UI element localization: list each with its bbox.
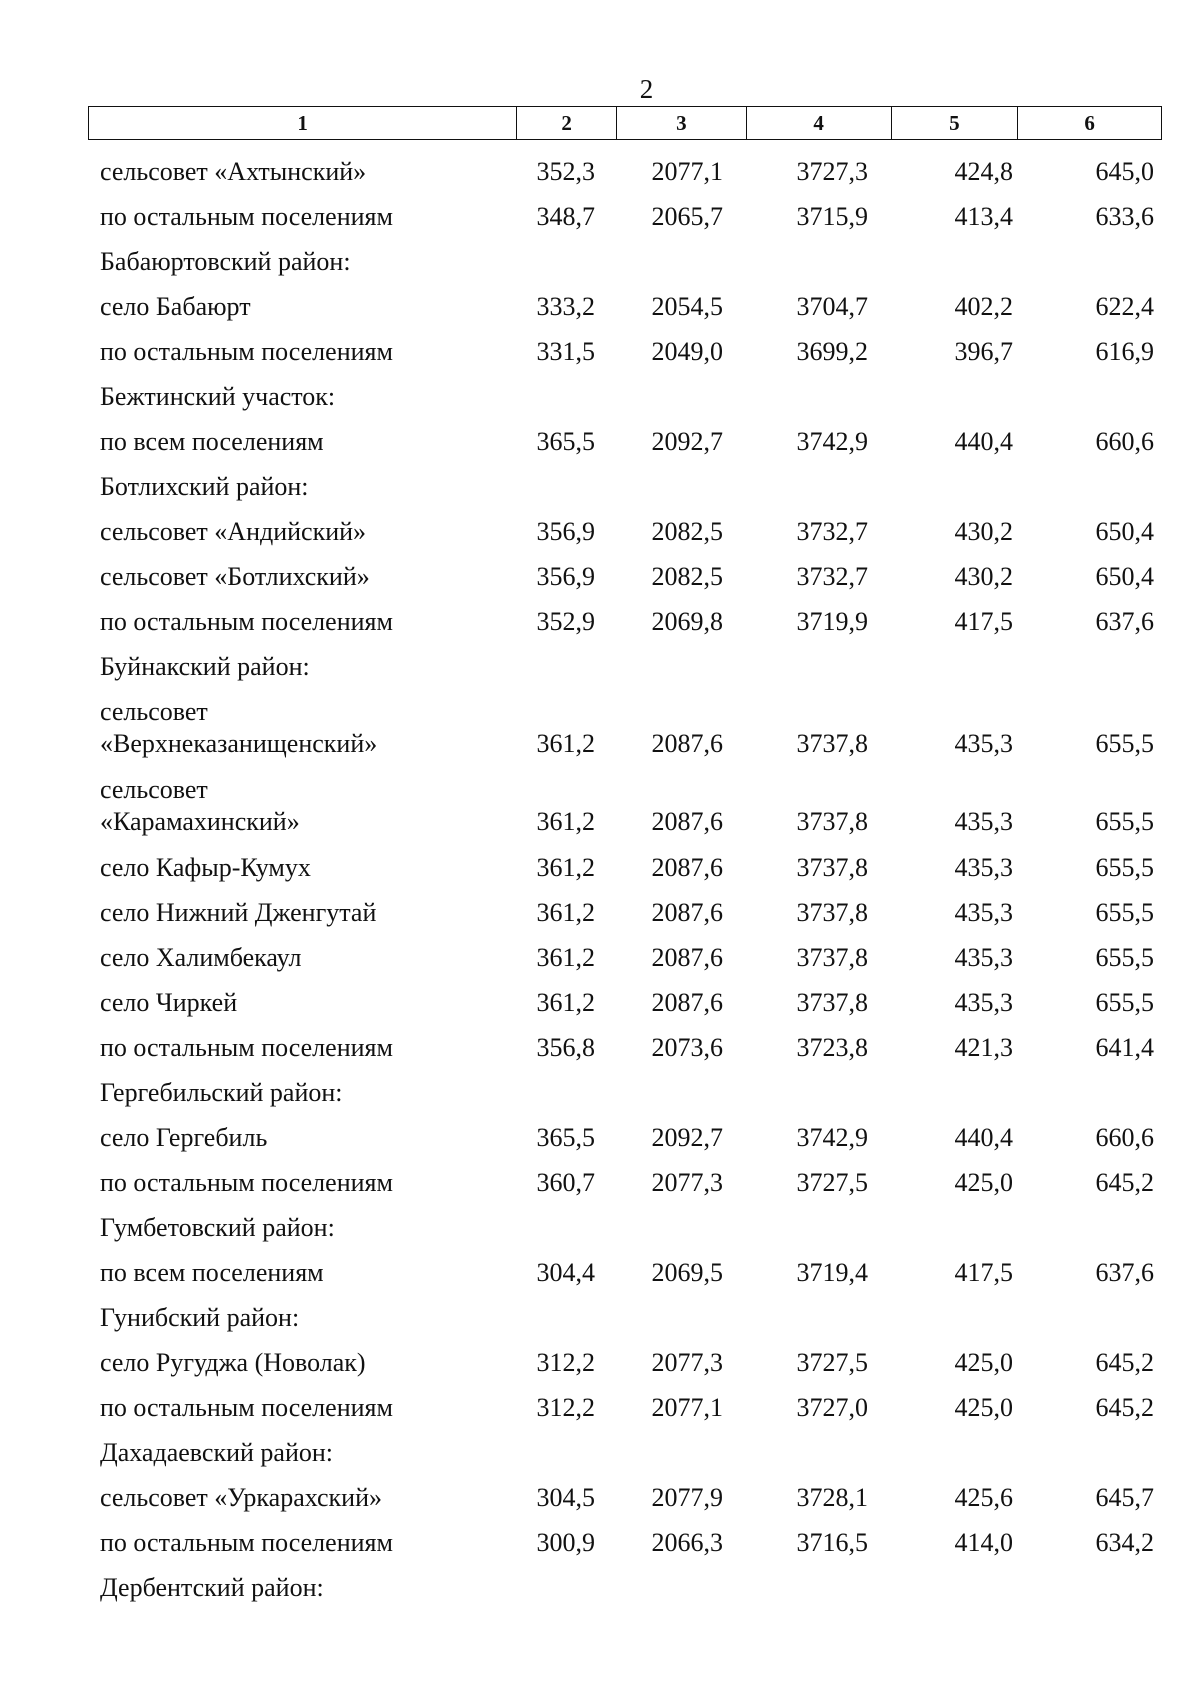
cell-col-6: 622,4 xyxy=(1095,292,1154,321)
district-heading: Гумбетовский район: xyxy=(100,1213,335,1242)
section-heading-row xyxy=(0,1437,1200,1482)
cell-col-5: 435,3 xyxy=(954,853,1013,882)
cell-col-3: 2082,5 xyxy=(651,517,723,546)
row-label: село Халимбекаул xyxy=(100,943,302,972)
district-heading: Бабаюртовский район: xyxy=(100,247,351,276)
district-heading: Бежтинский участок: xyxy=(100,382,336,411)
cell-col-3: 2066,3 xyxy=(651,1528,723,1557)
row-label: по всем поселениям xyxy=(100,427,324,456)
cell-col-6: 655,5 xyxy=(1095,729,1154,758)
cell-col-4: 3737,8 xyxy=(796,853,868,882)
cell-col-4: 3699,2 xyxy=(796,337,868,366)
row-label: по остальным поселениям xyxy=(100,1168,393,1197)
cell-col-3: 2087,6 xyxy=(651,853,723,882)
table-row xyxy=(0,156,1200,201)
cell-col-2: 361,2 xyxy=(536,898,595,927)
row-label: по остальным поселениям xyxy=(100,1033,393,1062)
row-label: по всем поселениям xyxy=(100,1258,324,1287)
table-row xyxy=(0,897,1200,942)
row-label: сельсовет «Андийский» xyxy=(100,517,367,546)
row-label: по остальным поселениям xyxy=(100,337,393,366)
district-heading: Буйнакский район: xyxy=(100,652,310,681)
section-heading-row xyxy=(0,471,1200,516)
row-label: по остальным поселениям xyxy=(100,202,393,231)
table-row xyxy=(0,201,1200,246)
cell-col-4: 3719,4 xyxy=(796,1258,868,1287)
cell-col-5: 413,4 xyxy=(954,202,1013,231)
cell-col-2: 356,9 xyxy=(536,517,595,546)
section-heading-row xyxy=(0,246,1200,291)
cell-col-2: 365,5 xyxy=(536,427,595,456)
cell-col-6: 655,5 xyxy=(1095,943,1154,972)
cell-col-6: 645,2 xyxy=(1095,1348,1154,1377)
cell-col-6: 660,6 xyxy=(1095,1123,1154,1152)
district-heading: Гунибский район: xyxy=(100,1303,300,1332)
row-label: по остальным поселениям xyxy=(100,607,393,636)
cell-col-6: 660,6 xyxy=(1095,427,1154,456)
section-heading-row xyxy=(0,1572,1200,1617)
row-label: село Кафыр-Кумух xyxy=(100,853,311,882)
cell-col-4: 3715,9 xyxy=(796,202,868,231)
cell-col-5: 440,4 xyxy=(954,427,1013,456)
section-heading-row xyxy=(0,1212,1200,1257)
section-heading-row xyxy=(0,1302,1200,1347)
cell-col-2: 361,2 xyxy=(536,729,595,758)
table-row xyxy=(0,516,1200,561)
table-header xyxy=(88,106,1162,140)
table-row xyxy=(0,1167,1200,1212)
cell-col-4: 3727,5 xyxy=(796,1168,868,1197)
cell-col-5: 421,3 xyxy=(954,1033,1013,1062)
table-row xyxy=(0,291,1200,336)
cell-col-6: 634,2 xyxy=(1095,1528,1154,1557)
column-header-5: 5 xyxy=(892,107,1019,139)
section-heading-row xyxy=(0,381,1200,426)
page-number: 2 xyxy=(639,74,654,104)
district-heading: Гергебильский район: xyxy=(100,1078,343,1107)
cell-col-2: 300,9 xyxy=(536,1528,595,1557)
cell-col-2: 333,2 xyxy=(536,292,595,321)
cell-col-5: 425,0 xyxy=(954,1168,1013,1197)
table-row xyxy=(0,1392,1200,1437)
cell-col-5: 402,2 xyxy=(954,292,1013,321)
cell-col-4: 3719,9 xyxy=(796,607,868,636)
cell-col-2: 304,4 xyxy=(536,1258,595,1287)
cell-col-5: 425,0 xyxy=(954,1393,1013,1422)
table-row xyxy=(0,987,1200,1032)
cell-col-4: 3727,3 xyxy=(796,157,868,186)
cell-col-2: 361,2 xyxy=(536,853,595,882)
cell-col-4: 3742,9 xyxy=(796,427,868,456)
cell-col-6: 637,6 xyxy=(1095,1258,1154,1287)
cell-col-6: 655,5 xyxy=(1095,807,1154,836)
cell-col-5: 414,0 xyxy=(954,1528,1013,1557)
cell-col-4: 3723,8 xyxy=(796,1033,868,1062)
cell-col-4: 3737,8 xyxy=(796,729,868,758)
cell-col-5: 417,5 xyxy=(954,607,1013,636)
cell-col-3: 2077,3 xyxy=(651,1168,723,1197)
cell-col-2: 352,9 xyxy=(536,607,595,636)
district-heading: Ботлихский район: xyxy=(100,472,309,501)
cell-col-3: 2087,6 xyxy=(651,943,723,972)
cell-col-2: 348,7 xyxy=(536,202,595,231)
cell-col-5: 417,5 xyxy=(954,1258,1013,1287)
section-heading-row xyxy=(0,651,1200,696)
cell-col-3: 2077,9 xyxy=(651,1483,723,1512)
cell-col-6: 655,5 xyxy=(1095,988,1154,1017)
cell-col-2: 361,2 xyxy=(536,988,595,1017)
table-row xyxy=(0,426,1200,471)
cell-col-3: 2087,6 xyxy=(651,729,723,758)
table-row xyxy=(0,1122,1200,1167)
table-row xyxy=(0,1257,1200,1302)
cell-col-2: 331,5 xyxy=(536,337,595,366)
cell-col-3: 2065,7 xyxy=(651,202,723,231)
district-heading: Дербентский район: xyxy=(100,1573,324,1602)
table-row xyxy=(0,606,1200,651)
cell-col-4: 3727,5 xyxy=(796,1348,868,1377)
cell-col-6: 616,9 xyxy=(1095,337,1154,366)
cell-col-5: 435,3 xyxy=(954,807,1013,836)
cell-col-2: 361,2 xyxy=(536,943,595,972)
cell-col-4: 3728,1 xyxy=(796,1483,868,1512)
cell-col-5: 435,3 xyxy=(954,729,1013,758)
row-label: сельсовет «Уркарахский» xyxy=(100,1483,382,1512)
cell-col-3: 2049,0 xyxy=(651,337,723,366)
cell-col-6: 637,6 xyxy=(1095,607,1154,636)
cell-col-5: 425,6 xyxy=(954,1483,1013,1512)
cell-col-4: 3737,8 xyxy=(796,988,868,1017)
cell-col-3: 2092,7 xyxy=(651,1123,723,1152)
cell-col-6: 650,4 xyxy=(1095,562,1154,591)
row-label: село Бабаюрт xyxy=(100,292,251,321)
column-header-1: 1 xyxy=(89,107,517,139)
cell-col-5: 440,4 xyxy=(954,1123,1013,1152)
section-heading-row xyxy=(0,1077,1200,1122)
row-label: село Гергебиль xyxy=(100,1123,268,1152)
cell-col-5: 435,3 xyxy=(954,943,1013,972)
cell-col-6: 641,4 xyxy=(1095,1033,1154,1062)
row-label: село Ругуджа (Новолак) xyxy=(100,1348,366,1377)
table-row xyxy=(0,561,1200,606)
cell-col-6: 645,2 xyxy=(1095,1168,1154,1197)
table-row xyxy=(0,1482,1200,1527)
cell-col-6: 655,5 xyxy=(1095,898,1154,927)
table-row xyxy=(0,852,1200,897)
cell-col-3: 2077,1 xyxy=(651,1393,723,1422)
cell-col-5: 425,0 xyxy=(954,1348,1013,1377)
row-label: сельсовет «Верхнеказанищенский» xyxy=(100,697,378,758)
cell-col-3: 2069,8 xyxy=(651,607,723,636)
cell-col-3: 2087,6 xyxy=(651,898,723,927)
cell-col-2: 312,2 xyxy=(536,1393,595,1422)
district-heading: Дахадаевский район: xyxy=(100,1438,333,1467)
cell-col-4: 3737,8 xyxy=(796,898,868,927)
cell-col-6: 633,6 xyxy=(1095,202,1154,231)
cell-col-4: 3737,8 xyxy=(796,807,868,836)
cell-col-4: 3732,7 xyxy=(796,517,868,546)
cell-col-6: 645,0 xyxy=(1095,157,1154,186)
cell-col-6: 655,5 xyxy=(1095,853,1154,882)
table-row xyxy=(0,1527,1200,1572)
cell-col-4: 3742,9 xyxy=(796,1123,868,1152)
cell-col-4: 3737,8 xyxy=(796,943,868,972)
cell-col-4: 3704,7 xyxy=(796,292,868,321)
cell-col-3: 2069,5 xyxy=(651,1258,723,1287)
table-row xyxy=(0,1032,1200,1077)
cell-col-3: 2087,6 xyxy=(651,988,723,1017)
column-header-2: 2 xyxy=(517,107,617,139)
table-row xyxy=(0,1347,1200,1392)
cell-col-5: 435,3 xyxy=(954,898,1013,927)
cell-col-4: 3732,7 xyxy=(796,562,868,591)
cell-col-5: 396,7 xyxy=(954,337,1013,366)
column-header-6: 6 xyxy=(1084,110,1095,135)
cell-col-5: 430,2 xyxy=(954,517,1013,546)
cell-col-3: 2087,6 xyxy=(651,807,723,836)
cell-col-3: 2092,7 xyxy=(651,427,723,456)
table-row xyxy=(0,336,1200,381)
row-label: сельсовет «Ахтынский» xyxy=(100,157,367,186)
table-row xyxy=(0,774,1200,852)
row-label: село Нижний Дженгутай xyxy=(100,898,377,927)
column-header-3: 3 xyxy=(617,107,747,139)
row-label: село Чиркей xyxy=(100,988,238,1017)
row-label: сельсовет «Ботлихский» xyxy=(100,562,370,591)
table-row xyxy=(0,696,1200,774)
row-label: по остальным поселениям xyxy=(100,1528,393,1557)
cell-col-2: 304,5 xyxy=(536,1483,595,1512)
cell-col-2: 360,7 xyxy=(536,1168,595,1197)
cell-col-3: 2054,5 xyxy=(651,292,723,321)
row-label: по остальным поселениям xyxy=(100,1393,393,1422)
cell-col-3: 2073,6 xyxy=(651,1033,723,1062)
row-label: сельсовет «Карамахинский» xyxy=(100,775,300,836)
cell-col-5: 424,8 xyxy=(954,157,1013,186)
cell-col-4: 3716,5 xyxy=(796,1528,868,1557)
cell-col-2: 356,9 xyxy=(536,562,595,591)
cell-col-2: 312,2 xyxy=(536,1348,595,1377)
cell-col-2: 356,8 xyxy=(536,1033,595,1062)
cell-col-6: 650,4 xyxy=(1095,517,1154,546)
cell-col-3: 2077,1 xyxy=(651,157,723,186)
cell-col-4: 3727,0 xyxy=(796,1393,868,1422)
cell-col-3: 2077,3 xyxy=(651,1348,723,1377)
cell-col-2: 361,2 xyxy=(536,807,595,836)
cell-col-2: 365,5 xyxy=(536,1123,595,1152)
column-header-4: 4 xyxy=(747,107,892,139)
cell-col-3: 2082,5 xyxy=(651,562,723,591)
cell-col-2: 352,3 xyxy=(536,157,595,186)
table-row xyxy=(0,942,1200,987)
cell-col-5: 435,3 xyxy=(954,988,1013,1017)
table-body xyxy=(0,156,1200,1617)
cell-col-5: 430,2 xyxy=(954,562,1013,591)
cell-col-6: 645,2 xyxy=(1095,1393,1154,1422)
cell-col-6: 645,7 xyxy=(1095,1483,1154,1512)
